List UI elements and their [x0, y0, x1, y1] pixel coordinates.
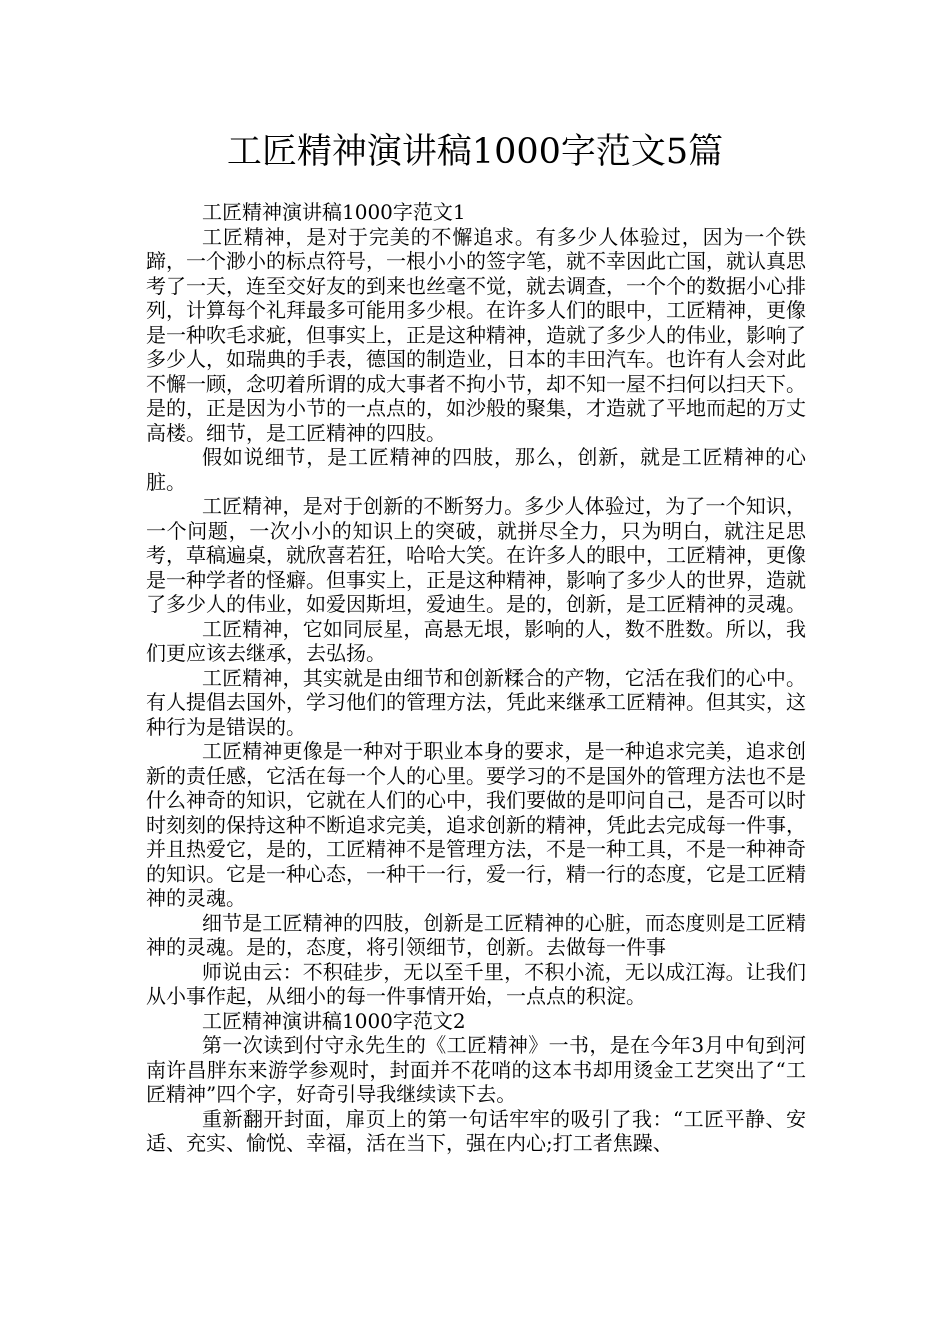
paragraph: 假如说细节，是工匠精神的四肢，那么，创新，就是工匠精神的心脏。 [146, 445, 806, 494]
section-heading: 工匠精神演讲稿1000字范文1 [202, 200, 466, 224]
paragraph: 重新翻开封面，扉页上的第一句话牢牢的吸引了我：“工匠平静、安适、充实、愉悦、幸福，活在当下，强在内心;打工者焦躁、 [146, 1106, 806, 1155]
paragraph: 第一次读到付守永先生的《工匠精神》一书，是在今年3月中旬到河南许昌胖东来游学参观时，封面并不花哨的这本书却用烫金工艺突出了“工匠精神”四个字，好奇引导我继续读下去。 [146, 1033, 806, 1106]
paragraph: 工匠精神更像是一种对于职业本身的要求，是一种追求完美，追求创新的责任感，它活在每一个人的心里。要学习的不是国外的管理方法也不是什么神奇的知识，它就在人们的心中，我们要做的是叩问自己，是否可以时时刻刻的保持这种不断追求完美，追求创新的精神，凭此去完成每一件事，并且热爱它，是的，工匠精神不是管理方法，不是一种工具，不是一种神奇的知识。它是一种心态，一种干一行，爱一行，精一行的态度，它是工匠精神的灵魂。 [146, 739, 806, 910]
paragraph: 工匠精神，它如同辰星，高悬无垠，影响的人，数不胜数。所以，我们更应该去继承，去弘扬。 [146, 616, 806, 665]
section-heading: 工匠精神演讲稿1000字范文2 [202, 1008, 466, 1033]
paragraph: 工匠精神，是对于完美的不懈追求。有多少人体验过，因为一个铁蹄，一个渺小的标点符号，一根小小的签字笔，就不幸因此亡国，就认真思考了一天，连至交好友的到来也丝毫不觉，就去调查，一个个的数据小心排列，计算每个礼拜最多可能用多少根。在许多人们的眼中，工匠精神，更像是一种吹毛求疵，但事实上，正是这种精神，造就了多少人的伟业，影响了多少人，如瑞典的手表，德国的制造业，日本的丰田汽车。也许有人会对此不懈一顾，念叨着所谓的成大事者不拘小节，却不知一屋不扫何以扫天下。是的，正是因为小节的一点点的，如沙般的聚集，才造就了平地而起的万丈高楼。细节，是工匠精神的四肢。 [146, 224, 806, 445]
paragraph: 工匠精神，是对于创新的不断努力。多少人体验过，为了一个知识，一个问题，一次小小的知识上的突破，就拼尽全力，只为明白，就注足思考，草稿遍桌，就欣喜若狂，哈哈大笑。在许多人的眼中，工匠精神，更像是一种学者的怪癖。但事实上，正是这种精神，影响了多少人的世界，造就了多少人的伟业，如爱因斯坦，爱迪生。是的，创新，是工匠精神的灵魂。 [146, 494, 806, 616]
paragraph: 细节是工匠精神的四肢，创新是工匠精神的心脏，而态度则是工匠精神的灵魂。是的，态度，将引领细节，创新。去做每一件事 [146, 910, 806, 959]
document-title: 工匠精神演讲稿1000字范文5篇 [226, 132, 724, 172]
document-body [146, 200, 806, 1156]
paragraph: 师说由云：不积硅步，无以至千里，不积小流，无以成江海。让我们从小事作起，从细小的每一件事情开始，一点点的积淀。 [146, 959, 806, 1008]
paragraph: 工匠精神，其实就是由细节和创新糅合的产物，它活在我们的心中。有人提倡去国外，学习他们的管理方法，凭此来继承工匠精神。但其实，这种行为是错误的。 [146, 665, 806, 739]
